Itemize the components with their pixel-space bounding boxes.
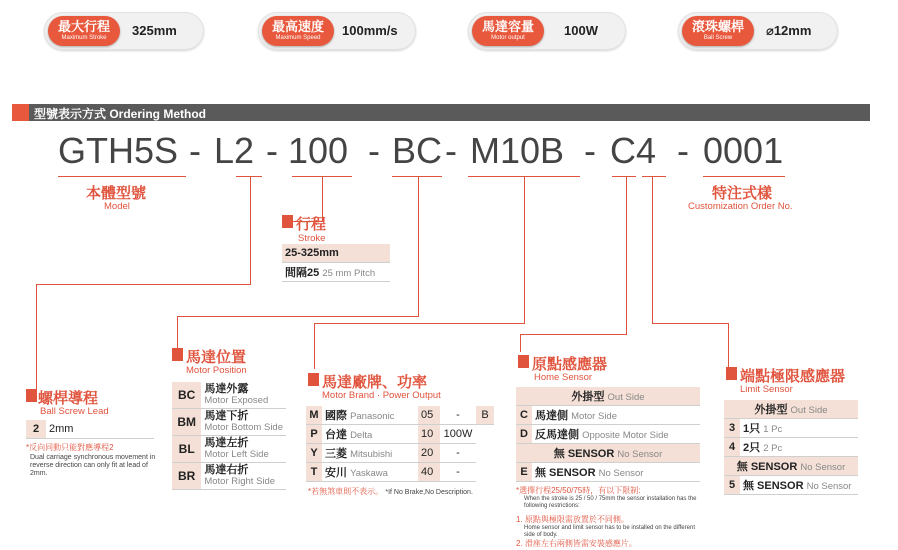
connector-motor xyxy=(314,323,315,369)
lead-sub: Ball Screw Lead xyxy=(40,406,109,417)
lead-code: 2 xyxy=(26,420,46,439)
connector-lead xyxy=(250,176,251,284)
brand-name xyxy=(322,406,418,425)
brand-note-en: *If No Brake,No Description. xyxy=(385,489,473,496)
brand-name xyxy=(322,444,418,463)
brand-code: P xyxy=(306,425,322,444)
limit-outside xyxy=(724,400,858,419)
stroke-pitch-label: 間隔25 xyxy=(285,267,320,279)
stroke-sub: Stroke xyxy=(298,233,326,244)
home-none-cn2: 無 SENSOR xyxy=(535,467,596,479)
position-en: Motor Exposed xyxy=(204,395,269,406)
limit-none-cn2: 無 SENSOR xyxy=(743,480,804,492)
connector-motor xyxy=(314,323,525,324)
home-marker xyxy=(518,355,529,368)
lead-title: 螺桿導程 xyxy=(38,390,99,407)
limit-code: 4 xyxy=(724,438,740,457)
position-code: BR xyxy=(172,463,201,490)
brand-name xyxy=(322,463,418,482)
spec-value: 100W xyxy=(564,23,598,38)
home-note2: 1. 原點與極限需放置於不同側。 xyxy=(516,515,629,524)
code-model: GTH5S xyxy=(58,130,179,171)
brand-row xyxy=(306,425,494,444)
home-cn: 馬達側 xyxy=(535,410,568,422)
connector-position xyxy=(177,316,419,317)
brand-en: Yaskawa xyxy=(350,468,388,479)
code-dash: - xyxy=(189,130,201,171)
limit-code: 3 xyxy=(724,419,740,438)
stroke-marker xyxy=(282,215,293,228)
code-dash: - xyxy=(445,130,457,171)
brand-size: 40 xyxy=(418,463,440,482)
brand-marker xyxy=(308,373,319,386)
model-sub: Model xyxy=(104,201,130,212)
limit-en: 2 Pc xyxy=(763,443,783,454)
brand-note-cn: *若無煞車則不表示。 xyxy=(308,487,384,496)
stroke-pitch-en: 25 mm Pitch xyxy=(322,268,376,279)
code-custom: 0001 xyxy=(703,130,784,171)
spec-tag xyxy=(48,16,120,46)
spec-sub: Maximum Speed xyxy=(275,35,321,41)
position-en: Motor Right Side xyxy=(204,476,276,487)
home-none-en2: No Sensor xyxy=(598,468,644,479)
brand-row xyxy=(306,406,494,425)
code-dash: - xyxy=(584,130,596,171)
brand-en: Panasonic xyxy=(350,411,395,422)
brand-cn: 安川 xyxy=(325,467,347,479)
limit-outside-en: Out Side xyxy=(790,405,828,416)
lead-table xyxy=(26,420,154,439)
position-cn: 馬達左折 xyxy=(204,437,249,449)
home-desc xyxy=(532,406,700,425)
custom-title: 特注式樣 xyxy=(712,185,773,202)
ordering-header-bar xyxy=(12,104,870,121)
connector-limit xyxy=(728,323,729,367)
spec-tag xyxy=(472,16,544,46)
limit-cn: 1只 xyxy=(743,423,761,435)
brand-cn: 台達 xyxy=(325,429,347,441)
brand-sub: Motor Brand · Power Output xyxy=(322,390,441,401)
home-outside xyxy=(516,387,700,406)
home-note2-en: Home sensor and limit sensor has to be installed on the different side of body. xyxy=(524,525,695,538)
spec-value: 100mm/s xyxy=(342,23,398,38)
connector-motor xyxy=(524,176,525,324)
home-row xyxy=(516,425,700,444)
limit-desc xyxy=(740,419,858,438)
position-code: BL xyxy=(172,436,201,463)
position-desc xyxy=(201,463,286,490)
limit-outside-cn: 外掛型 xyxy=(754,404,788,416)
stroke-table xyxy=(282,244,390,282)
brand-cn: 三菱 xyxy=(325,448,347,460)
brand-power: - xyxy=(440,444,476,463)
code-sensor: C4 xyxy=(610,130,657,171)
lead-note-cn: *反向同動只能對應導程2 xyxy=(26,443,114,452)
brand-power: - xyxy=(440,463,476,482)
limit-row xyxy=(724,419,858,438)
connector-limit xyxy=(652,323,728,324)
position-row xyxy=(172,409,286,436)
position-table xyxy=(172,382,286,490)
limit-en: 1 Pc xyxy=(763,424,783,435)
position-cn: 馬達右折 xyxy=(204,464,249,476)
limit-none-en2: No Sensor xyxy=(806,481,852,492)
home-outside-cn: 外掛型 xyxy=(571,391,605,403)
spec-pill-stroke xyxy=(44,12,204,50)
position-row xyxy=(172,382,286,409)
brand-code: Y xyxy=(306,444,322,463)
home-note1-en: When the stroke is 25 / 50 / 75mm the sensor installation has the following restrictions: xyxy=(524,496,697,509)
position-code: BM xyxy=(172,409,201,436)
home-code: E xyxy=(516,463,532,482)
brand-extra xyxy=(476,463,494,482)
limit-marker xyxy=(726,367,737,380)
brand-cn: 國際 xyxy=(325,410,347,422)
spec-title: 滾珠螺桿 xyxy=(691,19,744,34)
spec-pill-screw xyxy=(678,12,838,50)
underline-sensor-limit xyxy=(642,176,666,177)
brand-extra: B xyxy=(476,406,494,425)
brand-en: Mitsubishi xyxy=(350,449,393,460)
connector-home xyxy=(626,176,627,334)
position-row xyxy=(172,436,286,463)
brand-size: 20 xyxy=(418,444,440,463)
spec-value: ⌀12mm xyxy=(766,23,812,38)
brand-title: 馬達廠牌、功率 xyxy=(322,374,428,391)
position-cn: 馬達下折 xyxy=(204,410,249,422)
position-sub: Motor Position xyxy=(186,365,247,376)
brand-size: 05 xyxy=(418,406,440,425)
connector-limit xyxy=(652,176,653,324)
spec-title: 最大行程 xyxy=(57,19,110,34)
brand-name xyxy=(322,425,418,444)
ordering-header-text: 型號表示方式 Ordering Method xyxy=(34,107,206,121)
home-desc xyxy=(532,463,700,482)
stroke-pitch xyxy=(282,263,390,282)
home-en: Motor Side xyxy=(571,411,617,422)
home-row xyxy=(516,406,700,425)
connector-home xyxy=(520,334,627,335)
header-marker xyxy=(12,104,29,121)
spec-tag xyxy=(682,16,754,46)
home-en: Opposite Motor Side xyxy=(582,430,669,441)
limit-none-en: No Sensor xyxy=(800,462,846,473)
home-none-en: No Sensor xyxy=(617,449,663,460)
underline-model xyxy=(58,176,186,177)
underline-custom xyxy=(703,176,785,177)
brand-power: - xyxy=(440,406,476,425)
position-en: Motor Bottom Side xyxy=(204,422,283,433)
brand-note xyxy=(308,486,473,497)
underline-position xyxy=(392,176,442,177)
home-code: C xyxy=(516,406,532,425)
lead-value: 2mm xyxy=(46,420,154,439)
lead-note-en: Dual carriage synchronous movement in reverse direction can only fit at lead of 2mm. xyxy=(30,454,156,477)
code-position: BC xyxy=(392,130,443,171)
limit-row xyxy=(724,476,858,495)
limit-table xyxy=(724,400,858,495)
connector-lead xyxy=(36,284,37,402)
underline-sensor-home xyxy=(612,176,636,177)
home-row xyxy=(516,463,700,482)
position-en: Motor Left Side xyxy=(204,449,269,460)
position-desc xyxy=(201,382,286,409)
stroke-title: 行程 xyxy=(296,216,327,233)
position-cn: 馬達外露 xyxy=(204,383,249,395)
connector-lead xyxy=(36,284,251,285)
limit-sub: Limit Sensor xyxy=(740,384,793,395)
home-code: D xyxy=(516,425,532,444)
position-title: 馬達位置 xyxy=(186,349,247,366)
code-motor: M10B xyxy=(470,130,565,171)
spec-tag xyxy=(262,16,334,46)
limit-desc xyxy=(740,476,858,495)
brand-code: M xyxy=(306,406,322,425)
code-dash: - xyxy=(266,130,278,171)
connector-home xyxy=(520,334,521,352)
home-desc xyxy=(532,425,700,444)
spec-pill-speed xyxy=(258,12,416,50)
spec-title: 最高速度 xyxy=(271,19,324,34)
spec-value: 325mm xyxy=(132,23,177,38)
spec-sub: Ball Screw xyxy=(703,35,733,41)
spec-sub: Motor output xyxy=(491,35,525,41)
brand-table xyxy=(306,406,494,482)
custom-sub: Customization Order No. xyxy=(688,201,793,212)
connector-position xyxy=(177,316,178,352)
underline-lead xyxy=(236,176,262,177)
position-code: BC xyxy=(172,382,201,409)
home-note3: 2. 滑座左右兩側皆需安裝感應片。 xyxy=(516,539,637,548)
home-table xyxy=(516,387,700,482)
brand-extra xyxy=(476,444,494,463)
spec-pill-motor xyxy=(468,12,626,50)
home-cn: 反馬達側 xyxy=(535,429,579,441)
home-title: 原點感應器 xyxy=(532,356,608,373)
stroke-range: 25-325mm xyxy=(282,244,390,263)
brand-row xyxy=(306,463,494,482)
brand-en: Delta xyxy=(350,430,373,441)
home-none-cn: 無 SENSOR xyxy=(553,448,615,460)
limit-code: 5 xyxy=(724,476,740,495)
brand-size: 10 xyxy=(418,425,440,444)
position-row xyxy=(172,463,286,490)
position-marker xyxy=(172,348,183,361)
home-none xyxy=(516,444,700,463)
brand-extra xyxy=(476,425,494,444)
connector-position xyxy=(418,176,419,316)
position-desc xyxy=(201,409,286,436)
spec-sub: Maximum Stroke xyxy=(61,35,107,41)
code-stroke: 100 xyxy=(288,130,349,171)
brand-power: 100W xyxy=(440,425,476,444)
model-title: 本體型號 xyxy=(86,185,147,202)
home-sub: Home Sensor xyxy=(534,372,593,383)
limit-desc xyxy=(740,438,858,457)
code-dash: - xyxy=(368,130,380,171)
home-note1: *選擇行程25/50/75時，有以下限制: xyxy=(516,486,641,495)
limit-cn: 2只 xyxy=(743,442,761,454)
limit-row xyxy=(724,438,858,457)
position-desc xyxy=(201,436,286,463)
limit-none xyxy=(724,457,858,476)
brand-code: T xyxy=(306,463,322,482)
limit-none-cn: 無 SENSOR xyxy=(736,461,798,473)
spec-title: 馬達容量 xyxy=(481,19,534,34)
lead-marker xyxy=(26,389,37,402)
code-lead: L2 xyxy=(214,130,255,171)
code-dash: - xyxy=(677,130,689,171)
brand-row xyxy=(306,444,494,463)
home-outside-en: Out Side xyxy=(607,392,645,403)
limit-title: 端點極限感應器 xyxy=(740,368,846,385)
